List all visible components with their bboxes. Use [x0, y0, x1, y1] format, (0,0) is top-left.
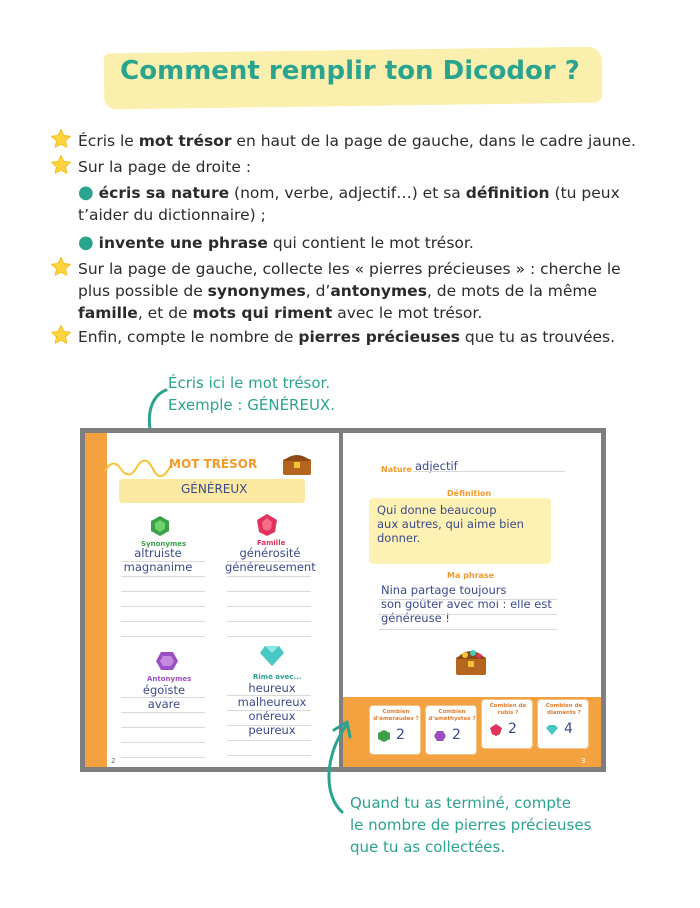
- callout-bottom-line: Quand tu as terminé, compte: [350, 794, 571, 812]
- synonymes-lines: [121, 547, 205, 637]
- phrase-line: Nina partage toujours: [381, 583, 507, 597]
- antonymes-label: Antonymes: [147, 675, 192, 683]
- count-value: 2: [508, 721, 517, 737]
- page-title: Comment remplir ton Dicodor ?: [120, 56, 580, 86]
- rime-label: Rime avec...: [253, 673, 302, 681]
- famille-word: généreusement: [225, 560, 316, 574]
- count-label: Combien d’améthystes ?: [428, 709, 476, 722]
- wave-decoration: [103, 451, 173, 481]
- ruby-count-box: [481, 699, 533, 749]
- callout-bottom-line: le nombre de pierres précieuses: [350, 816, 592, 834]
- bullet-dot: ●: [78, 182, 94, 203]
- left-page: [85, 433, 339, 767]
- famille-lines: [227, 547, 311, 637]
- bullet-1: ● écris sa nature (nom, verbe, adjectif…) et sa définition (tu peux t’aider du dictionnaire) ;: [78, 182, 620, 224]
- diamond-count-box: [537, 699, 589, 749]
- mot-tresor-value: GÉNÉREUX: [181, 482, 248, 496]
- callout-top-line: Exemple : GÉNÉREUX.: [168, 396, 335, 414]
- ruby-icon: [490, 724, 502, 736]
- definition-label: Définition: [447, 489, 492, 498]
- count-label: Combien d’émeraudes ?: [373, 709, 419, 722]
- antonyme-word: avare: [147, 697, 181, 711]
- synonymes-label: Synonymes: [141, 540, 187, 548]
- antonymes-lines: [121, 683, 205, 758]
- emerald-icon: [149, 515, 171, 537]
- rime-word: onéreux: [248, 709, 296, 723]
- definition-line: donner.: [377, 531, 421, 545]
- phrase-lines: [379, 585, 557, 630]
- callout-bottom-line: que tu as collectées.: [350, 838, 506, 856]
- synonyme-word: altruiste: [134, 546, 182, 560]
- phrase-line: son goûter avec moi : elle est: [381, 597, 552, 611]
- callout-top: [168, 372, 335, 416]
- star-icon: [50, 154, 72, 176]
- diamond-icon: [546, 724, 558, 736]
- diamond-icon: [259, 645, 285, 667]
- count-value: 4: [564, 721, 573, 737]
- page-number: 3: [581, 757, 586, 765]
- callout-top-line: Écris ici le mot trésor.: [168, 374, 331, 392]
- nature-line: [413, 457, 565, 472]
- rime-lines: [227, 681, 311, 756]
- definition-line: Qui donne beaucoup: [377, 503, 497, 517]
- famille-word: générosité: [239, 546, 301, 560]
- star-icon: [50, 324, 72, 346]
- star-icon: [50, 256, 72, 278]
- page-number: 2: [111, 757, 116, 765]
- nature-value: adjectif: [415, 459, 458, 473]
- amethyst-icon: [155, 651, 179, 671]
- emerald-count-box: [369, 705, 421, 755]
- bullet-dot: ●: [78, 232, 94, 253]
- phrase-label: Ma phrase: [447, 571, 495, 580]
- count-value: 2: [452, 727, 461, 743]
- definition-line: aux autres, qui aime bien: [377, 517, 524, 531]
- famille-label: Famille: [257, 539, 286, 547]
- instruction-4: Enfin, compte le nombre de pierres précieuses que tu as trouvées.: [78, 328, 616, 346]
- star-icon: [50, 128, 72, 150]
- count-label: Combien de rubis ?: [489, 703, 527, 716]
- instruction-1: Écris le mot trésor en haut de la page de gauche, dans le cadre jaune.: [78, 132, 636, 150]
- ruby-icon: [255, 513, 279, 537]
- rime-word: malheureux: [237, 695, 307, 709]
- antonyme-word: égoïste: [142, 683, 186, 697]
- emerald-icon: [378, 730, 390, 742]
- phrase-line: généreuse !: [381, 611, 450, 625]
- count-label: Combien de diamants ?: [545, 703, 583, 716]
- instruction-3: Sur la page de gauche, collecte les « pierres précieuses » : cherche le plus possible de synonymes, d’antonymes, de mots de la même famille, et de mots qui riment avec le mot trésor.: [78, 260, 621, 322]
- amethyst-icon: [434, 730, 446, 742]
- callout-bottom: [350, 792, 591, 858]
- nature-label: Nature: [381, 465, 412, 474]
- amethyst-count-box: [425, 705, 477, 755]
- right-page: [343, 433, 601, 767]
- treasure-chest-icon: [453, 641, 489, 677]
- rime-word: heureux: [248, 681, 296, 695]
- count-value: 2: [396, 727, 405, 743]
- rime-word: peureux: [248, 723, 296, 737]
- synonyme-word: magnanime: [123, 560, 193, 574]
- treasure-chest-icon: [281, 449, 313, 477]
- bullet-2: ● invente une phrase qui contient le mot trésor.: [78, 232, 474, 253]
- orange-margin: [85, 433, 107, 767]
- butin-label: Butin collecté: [441, 684, 511, 694]
- mot-tresor-label: MOT TRÉSOR: [169, 457, 258, 471]
- instruction-2: Sur la page de droite :: [78, 158, 252, 176]
